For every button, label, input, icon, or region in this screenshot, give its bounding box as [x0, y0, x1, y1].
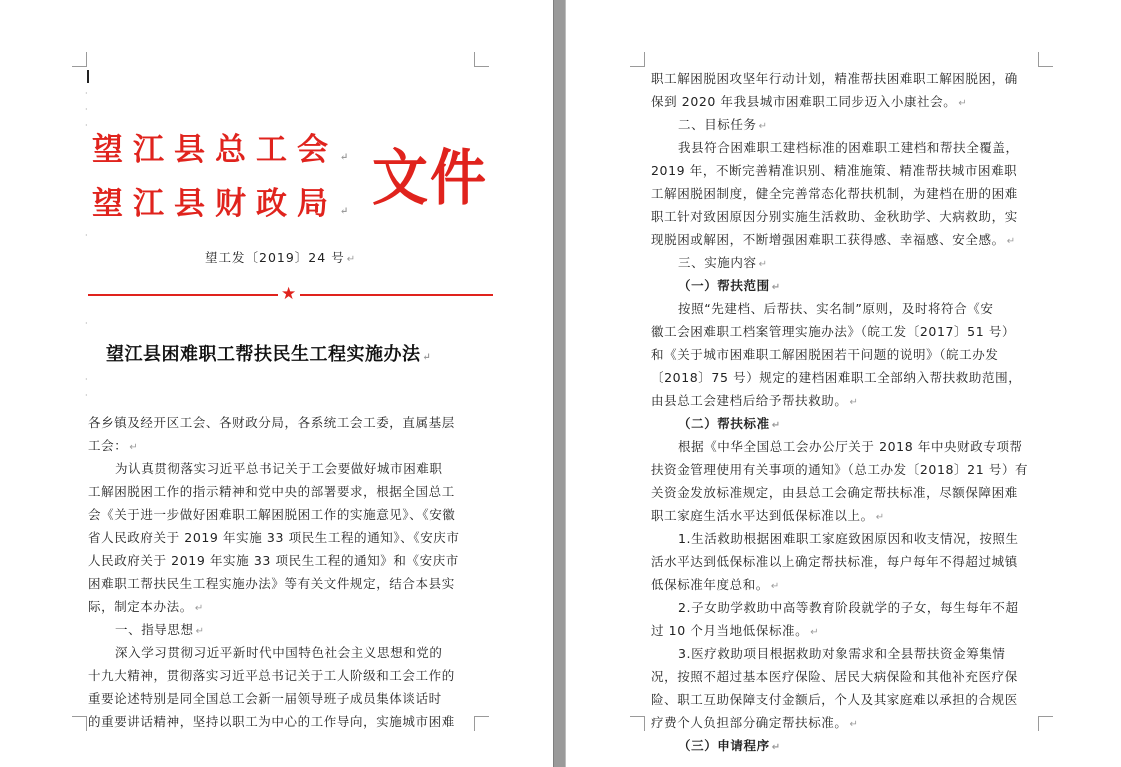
crop-mark — [630, 716, 645, 731]
body-line: 现脱困或解困，不断增强困难职工获得感、幸福感、安全感。 ↵ — [651, 232, 1016, 247]
crop-mark — [474, 716, 489, 731]
body-line: 疗费个人负担部分确定帮扶标准。 ↵ — [651, 715, 859, 730]
body-line: 2.子女助学救助中高等教育阶段就学的子女，每生每年不超 — [678, 600, 1019, 615]
crop-mark — [1038, 52, 1053, 67]
body-line: 保到 2020 年我县城市困难职工同步迈入小康社会。 ↵ — [651, 94, 968, 109]
body-line: 和《关于城市困难职工解困脱困若干问题的说明》（皖工办发 — [651, 347, 999, 362]
body-line: 由县总工会建档后给予帮扶救助。 ↵ — [651, 393, 859, 408]
paragraph-marker: · — [85, 89, 88, 98]
paragraph-marker: · — [85, 375, 88, 384]
body-line: 按照“先建档、后帮扶、实名制”原则，及时将符合《安 — [678, 301, 994, 316]
body-line: 过 10 个月当地低保标准。 ↵ — [651, 623, 820, 638]
crop-mark — [474, 52, 489, 67]
body-line: 根据《中华全国总工会办公厅关于 2018 年中央财政专项帮 — [678, 439, 1023, 454]
header-org-2: 望江县财政局 ↵ — [92, 186, 359, 222]
body-line: 1.生活救助根据困难职工家庭致困原因和收支情况，按照生 — [678, 531, 1019, 546]
body-line: 际，制定本办法。 ↵ — [88, 599, 204, 614]
body-line: 我县符合困难职工建档标准的困难职工建档和帮扶全覆盖， — [678, 140, 1019, 155]
section-heading: 二、目标任务 ↵ — [678, 117, 768, 132]
body-line: 职工家庭生活水平达到低保标准以上。 ↵ — [651, 508, 885, 523]
body-line: 工解困脱困工作的指示精神和党中央的部署要求，根据全国总工 — [88, 484, 455, 499]
body-line: 低保标准年度总和。 ↵ — [651, 577, 780, 592]
document-number: 望工发〔2019〕24 号 ↵ — [205, 250, 357, 265]
body-line: 困难职工帮扶民生工程实施办法》等有关文件规定，结合本县实 — [88, 576, 455, 591]
body-line: 职工针对致困原因分别实施生活救助、金秋助学、大病救助，实 — [651, 209, 1018, 224]
header-org-1: 望江县总工会 ↵ — [92, 132, 359, 168]
document-title: 望江县困难职工帮扶民生工程实施办法 ↵ — [106, 344, 432, 365]
paragraph-marker: · — [85, 319, 88, 328]
body-line: 的重要讲话精神，坚持以职工为中心的工作导向，实施城市困难 — [88, 714, 455, 729]
body-line: 为认真贯彻落实习近平总书记关于工会要做好城市困难职 — [115, 461, 443, 476]
red-separator-left — [88, 294, 278, 296]
body-line: 会《关于进一步做好困难职工解困脱困工作的实施意见》、《安徽 — [88, 507, 456, 522]
body-line: 关资金发放标准规定，由县总工会确定帮扶标准，尽额保障困难 — [651, 485, 1018, 500]
body-line: 险、职工互助保障支付金额后，个人及其家庭难以承担的合规医 — [651, 692, 1018, 707]
body-line: 深入学习贯彻习近平新时代中国特色社会主义思想和党的 — [115, 645, 443, 660]
crop-mark — [72, 716, 87, 731]
body-line: 职工解困脱困攻坚年行动计划，精准帮扶困难职工解困脱困，确 — [651, 71, 1018, 86]
crop-mark — [1038, 716, 1053, 731]
paragraph-marker: · — [85, 121, 88, 130]
header-document-word: 文件 — [372, 142, 488, 214]
body-line: 活水平达到低保标准以上确定帮扶标准，每户每年不得超过城镇 — [651, 554, 1018, 569]
body-line: 省人民政府关于 2019 年实施 33 项民生工程的通知》、《安庆市 — [88, 530, 460, 545]
paragraph-marker: · — [85, 391, 88, 400]
body-line: 〔2018〕75 号）规定的建档困难职工全部纳入帮扶救助范围， — [651, 370, 1022, 385]
body-line: 工解困脱困制度，健全完善常态化帮扶机制，为建档在册的困难 — [651, 186, 1018, 201]
subsection-heading: （二）帮扶标准 ↵ — [678, 416, 781, 431]
body-line: 工会： ↵ — [88, 438, 139, 453]
section-heading: 一、指导思想 ↵ — [115, 622, 205, 637]
paragraph-marker: · — [85, 231, 88, 240]
subsection-heading: （一）帮扶范围 ↵ — [678, 278, 781, 293]
document-page-right — [566, 0, 1121, 767]
body-line: 各乡镇及经开区工会、各财政分局，各系统工会工委，直属基层 — [88, 415, 455, 430]
body-line: 况，按照不超过基本医疗保险、居民大病保险和其他补充医疗保 — [651, 669, 1018, 684]
body-line: 2019 年，不断完善精准识别、精准施策、精准帮扶城市困难职 — [651, 163, 1018, 178]
body-line: 人民政府关于 2019 年实施 33 项民生工程的通知》和《安庆市 — [88, 553, 459, 568]
document-page-left — [0, 0, 553, 767]
crop-mark — [630, 52, 645, 67]
page-gutter — [553, 0, 566, 767]
body-line: 3.医疗救助项目根据救助对象需求和全县帮扶资金筹集情 — [678, 646, 1006, 661]
body-line: 徽工会困难职工档案管理实施办法》（皖工发〔2017〕51 号） — [651, 324, 1016, 339]
text-cursor — [87, 70, 89, 83]
paragraph-marker: · — [85, 105, 88, 114]
crop-mark — [72, 52, 87, 67]
body-line: 十九大精神，贯彻落实习近平总书记关于工人阶级和工会工作的 — [88, 668, 455, 683]
section-heading: 三、实施内容 ↵ — [678, 255, 768, 270]
body-line: 重要论述特别是同全国总工会新一届领导班子成员集体谈话时 — [88, 691, 442, 706]
red-separator-right — [300, 294, 493, 296]
body-line: 扶资金管理使用有关事项的通知》（总工办发〔2018〕21 号）有 — [651, 462, 1029, 477]
red-star: ★ — [281, 284, 297, 304]
subsection-heading: （三）申请程序 ↵ — [678, 738, 781, 753]
